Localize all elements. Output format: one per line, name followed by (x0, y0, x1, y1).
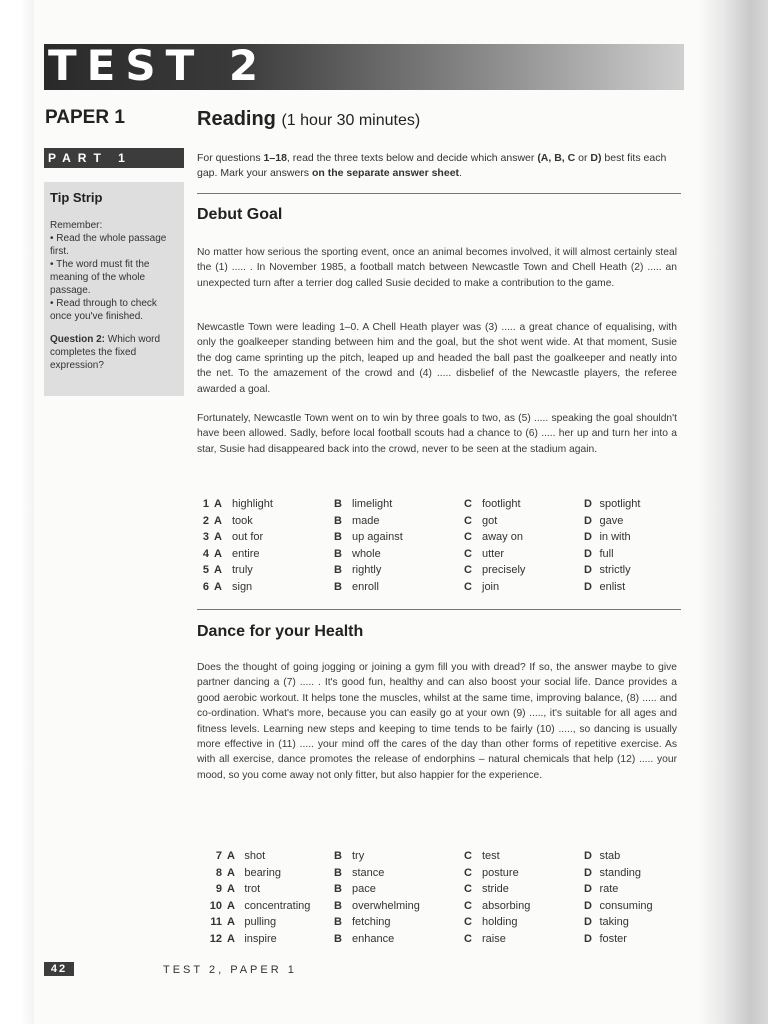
option-letter: C (464, 580, 472, 593)
page-gutter (0, 0, 34, 1024)
section2-paragraph: Does the thought of going jogging or joining a gym fill you with dread? If so, the answer maybe to give partner dancing a (7) ..... . It's good fun, healthy and can also boost your social life. Dance provides a good aerobic workout. It helps tone the muscles, whilst at the same time, improving balance, (8) ..... and co-ordination. What's more, because you can easily go at your own (9) ....., it's suitable for all ages and fitness levels. Learning new steps and keeping to time tends to be fairly (10) ....., so dancing is usually more effective in (11) ..... your mind off the cares of the day than other forms of repetitive exercise. As with all exercise, dance promotes the release of endorphins – natural chemicals that help (12) ..... your mood, so you come away not only fitter, but also happier for the experience. (197, 662, 677, 781)
option-letter: B (334, 580, 342, 593)
option-cell-c (459, 529, 579, 546)
option-letter: A (227, 850, 235, 862)
option-cell-c (459, 914, 579, 931)
instr-answers: (A, B, C (537, 152, 576, 164)
tip-question (50, 333, 178, 372)
option-word: pace (352, 883, 376, 896)
question-number: 11 (210, 916, 223, 929)
option-cell-a (197, 865, 329, 882)
option-cell-c (459, 546, 579, 563)
tip-strip-heading: Tip Strip (50, 190, 103, 205)
section1-paragraph: No matter how serious the sporting event, once an animal becomes involved, it will almost certainly steal the (1) ..... . In November 1985, a football match between Newcastle Town and Chell Heath (2) ..... an unexpected turn after a terrier dog called Susie decided to make a contribution to the game. (197, 247, 677, 289)
option-cell-d (579, 529, 675, 546)
instr-text: best fits each gap. Mark your answers (197, 152, 667, 179)
option-letter: B (334, 531, 342, 544)
option-row (197, 513, 677, 530)
option-cell-c (459, 579, 579, 596)
option-row (197, 562, 677, 579)
option-cell-d (579, 865, 675, 882)
instr-answer-sheet: on the separate answer sheet (311, 167, 460, 179)
option-cell-b (329, 898, 459, 915)
option-letter: C (464, 932, 472, 945)
option-cell-a (197, 529, 329, 546)
section-heading (197, 108, 420, 131)
question-number: 10 (209, 899, 223, 912)
option-cell-b (329, 529, 459, 546)
instructions (197, 151, 677, 181)
option-letter: D (584, 932, 592, 945)
option-cell-d (579, 562, 675, 579)
section1-paragraph: Fortunately, Newcastle Town went on to win by three goals to two, as (5) ..... speaking the goal shouldn't have been allowed. Sadly, before local football scouts had a chance to (6) ..... her up and turn her into a star, Susie had disappeared back into the crowd, never to be seen at the stadium again. (197, 413, 677, 455)
test-title: TEST 2 (48, 41, 269, 90)
option-cell-d (579, 881, 675, 898)
option-cell-d (579, 848, 675, 865)
section1-title: Debut Goal (197, 206, 283, 223)
question-number: 1 (202, 498, 209, 510)
option-cell-d (579, 513, 675, 530)
running-title: TEST 2, PAPER 1 (163, 964, 297, 976)
section2-title: Dance for your Health (197, 623, 364, 640)
option-cell-c (459, 931, 579, 948)
option-row (197, 579, 677, 596)
option-word: sign (232, 580, 253, 593)
option-letter: D (584, 866, 592, 879)
option-word: stance (352, 866, 385, 879)
option-letter: A (214, 531, 222, 544)
option-row (197, 865, 677, 882)
option-cell-a (197, 914, 329, 931)
duration: (1 hour 30 minutes) (281, 112, 421, 129)
option-word: join (482, 580, 500, 593)
option-row (197, 898, 677, 915)
option-letter: A (227, 866, 235, 879)
option-cell-b (329, 579, 459, 596)
option-letter: C (464, 514, 472, 527)
option-letter: D (584, 531, 592, 544)
option-letter: B (334, 498, 342, 510)
option-word: holding (482, 916, 518, 929)
option-cell-d (579, 496, 675, 513)
option-word: strictly (599, 564, 631, 577)
option-cell-a (197, 496, 329, 513)
instr-text: , read the three texts below and decide which answer (286, 152, 538, 164)
option-word: enroll (352, 580, 379, 593)
option-word: footlight (482, 498, 521, 510)
question-number: 6 (202, 580, 209, 593)
option-word: absorbing (482, 899, 531, 912)
option-row (197, 881, 677, 898)
option-letter: A (214, 514, 222, 527)
option-letter: B (334, 866, 342, 879)
option-cell-d (579, 579, 675, 596)
option-word: concentrating (244, 899, 311, 912)
option-letter: B (334, 916, 342, 929)
part-label: PART 1 (44, 148, 184, 168)
option-letter: C (464, 498, 472, 510)
option-word: inspire (244, 932, 277, 945)
option-cell-b (329, 562, 459, 579)
tip-bullet: • Read through to check once you've finished. (50, 298, 157, 322)
option-word: out for (232, 531, 264, 544)
option-letter: B (334, 932, 342, 945)
option-letter: D (584, 850, 592, 862)
option-cell-b (329, 513, 459, 530)
tip-bullet: • Read the whole passage first. (50, 233, 167, 257)
option-word: consuming (599, 899, 653, 912)
option-word: shot (244, 850, 266, 862)
option-letter: C (464, 564, 472, 577)
option-word: bearing (244, 866, 282, 879)
instr-text: or (575, 152, 591, 164)
option-word: overwhelming (352, 899, 420, 912)
option-cell-a (197, 513, 329, 530)
option-letter: A (214, 547, 222, 560)
instr-answers: D) (590, 152, 602, 164)
page-number: 42 (44, 962, 74, 976)
option-cell-b (329, 914, 459, 931)
option-word: trot (244, 883, 261, 896)
option-word: in with (599, 531, 631, 544)
option-letter: B (334, 850, 342, 862)
question-number: 5 (202, 564, 209, 577)
option-word: stab (599, 850, 621, 862)
tip-question-text: Which word completes the fixed expression? (50, 334, 161, 371)
option-letter: D (584, 547, 592, 560)
option-letter: C (464, 531, 472, 544)
option-word: full (599, 547, 614, 560)
option-letter: B (334, 564, 342, 577)
instr-range: 1–18 (263, 152, 287, 164)
option-row (197, 931, 677, 948)
option-cell-a (197, 562, 329, 579)
option-letter: B (334, 514, 342, 527)
option-cell-a (197, 881, 329, 898)
option-cell-b (329, 848, 459, 865)
option-letter: C (464, 899, 472, 912)
option-word: enlist (599, 580, 626, 593)
question-number: 8 (215, 866, 223, 879)
option-cell-c (459, 865, 579, 882)
option-word: posture (482, 866, 519, 879)
option-cell-c (459, 496, 579, 513)
question-number: 9 (215, 883, 223, 896)
option-letter: D (584, 916, 592, 929)
tip-bullet: • The word must fit the meaning of the whole passage. (50, 259, 150, 296)
option-word: foster (599, 932, 627, 945)
option-letter: A (214, 564, 222, 577)
option-letter: A (227, 899, 235, 912)
divider (197, 609, 681, 610)
option-cell-a (197, 848, 329, 865)
option-cell-a (197, 931, 329, 948)
option-word: away on (482, 531, 523, 544)
option-word: up against (352, 531, 403, 544)
option-letter: B (334, 899, 342, 912)
reading-label: Reading (197, 108, 276, 130)
section1-paragraph: Newcastle Town were leading 1–0. A Chell Heath player was (3) ..... a great chance of equalising, with only the goalkeeper standing between him and the goal, but the shot went wide. At that moment, Susie the dog came sprinting up the pitch, leaped up and headed the ball past the goalkeeper and neatly into the net. To the amazement of the crowd and (4) ..... disbelief of the Newcastle players, the referee awarded a goal. (197, 322, 677, 395)
option-word: fetching (352, 916, 391, 929)
option-cell-b (329, 931, 459, 948)
option-row (197, 848, 677, 865)
option-cell-d (579, 914, 675, 931)
instr-text: For questions (197, 152, 264, 164)
option-word: precisely (482, 564, 526, 577)
option-row (197, 496, 677, 513)
question-number: 4 (202, 547, 209, 560)
question-number: 7 (215, 850, 223, 862)
divider (197, 193, 681, 194)
option-letter: D (584, 883, 592, 896)
option-row (197, 914, 677, 931)
option-word: enhance (352, 932, 395, 945)
option-cell-a (197, 898, 329, 915)
option-word: limelight (352, 498, 393, 510)
option-word: test (482, 850, 500, 862)
question-number: 3 (202, 531, 209, 544)
section1-options (197, 496, 677, 596)
option-word: made (352, 514, 380, 527)
option-cell-c (459, 881, 579, 898)
option-word: raise (482, 932, 506, 945)
option-word: gave (599, 514, 624, 527)
page-edge-shadow (698, 0, 768, 1024)
tip-remember: Remember: (50, 220, 103, 231)
option-letter: D (584, 498, 592, 510)
option-letter: C (464, 850, 472, 862)
option-letter: B (334, 883, 342, 896)
option-cell-b (329, 865, 459, 882)
option-word: rightly (352, 564, 382, 577)
option-letter: A (227, 932, 235, 945)
option-row (197, 546, 677, 563)
question-number: 2 (202, 514, 209, 527)
option-word: utter (482, 547, 505, 560)
question-number: 12 (209, 932, 223, 945)
option-word: took (232, 514, 253, 527)
option-row (197, 529, 677, 546)
option-letter: C (464, 883, 472, 896)
option-word: standing (599, 866, 642, 879)
option-letter: D (584, 514, 592, 527)
option-cell-d (579, 898, 675, 915)
option-word: stride (482, 883, 509, 896)
option-cell-d (579, 546, 675, 563)
option-word: pulling (244, 916, 277, 929)
option-word: spotlight (599, 498, 641, 510)
tip-strip (44, 182, 184, 396)
option-letter: C (464, 916, 472, 929)
option-cell-c (459, 562, 579, 579)
option-word: entire (232, 547, 260, 560)
option-letter: A (214, 580, 222, 593)
option-word: rate (599, 883, 619, 896)
option-word: truly (232, 564, 253, 577)
option-word: highlight (232, 498, 273, 510)
option-cell-d (579, 931, 675, 948)
option-letter: A (227, 916, 235, 929)
option-word: taking (599, 916, 629, 929)
option-word: got (482, 514, 498, 527)
option-letter: A (227, 883, 235, 896)
option-cell-b (329, 496, 459, 513)
option-letter: D (584, 564, 592, 577)
tip-question-label: Question 2: (50, 334, 106, 345)
section2-options (197, 848, 677, 948)
instr-text: . (459, 167, 462, 179)
paper-label: PAPER 1 (45, 107, 125, 128)
option-cell-b (329, 546, 459, 563)
option-cell-c (459, 513, 579, 530)
option-word: try (352, 850, 365, 862)
option-word: whole (352, 547, 381, 560)
option-cell-c (459, 898, 579, 915)
option-cell-a (197, 546, 329, 563)
option-cell-b (329, 881, 459, 898)
option-letter: A (214, 498, 222, 510)
option-letter: D (584, 899, 592, 912)
option-cell-c (459, 848, 579, 865)
option-letter: B (334, 547, 342, 560)
option-letter: C (464, 547, 472, 560)
option-cell-a (197, 579, 329, 596)
option-letter: D (584, 580, 592, 593)
option-letter: C (464, 866, 472, 879)
